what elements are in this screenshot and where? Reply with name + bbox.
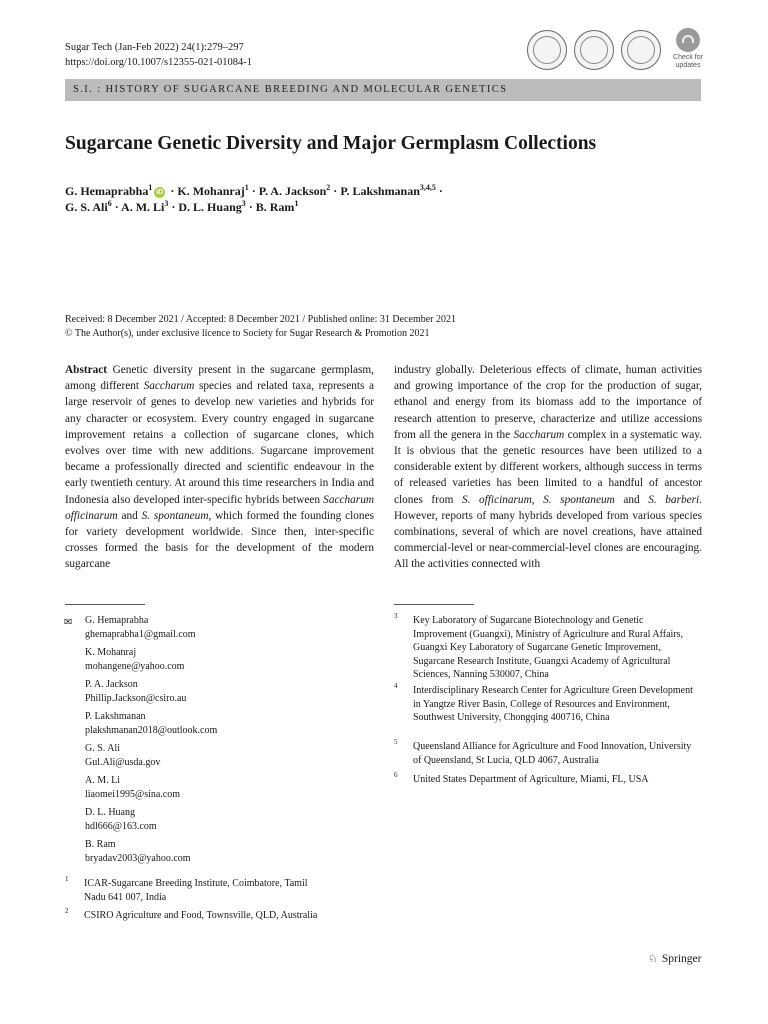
author-separator: · [435, 184, 443, 198]
author-name: A. M. Li [121, 200, 165, 214]
author-line-2 [65, 196, 298, 215]
abstract-italic: Saccharum [143, 380, 195, 393]
contact-entry [65, 774, 180, 801]
society-seal-icon [527, 30, 567, 70]
affiliation-text: Queensland Alliance for Agriculture and Food Innovation, University of Queensland, St Lucia, QLD 4067, Australia [413, 741, 692, 766]
affiliation-number: 1 [65, 875, 69, 883]
university-seal-icon [621, 30, 661, 70]
abstract-text: and [614, 493, 649, 506]
contact-entry [65, 806, 157, 833]
abstract-text: and [117, 509, 142, 522]
abstract-text: . However, reports of many hybrids developed from various species combinations, several of which are novel creations, have attained commercial-level or near-commercial-level clones are encouraging. All the activities connected with [394, 493, 702, 571]
author-affiliation-ref: 1 [244, 183, 249, 192]
abstract-text: Genetic diversity present in the sugarcane germplasm, among different [65, 364, 374, 393]
contact-email[interactable]: mohangene@yahoo.com [85, 660, 185, 672]
abstract-column-left [65, 362, 374, 573]
contact-email[interactable]: hdl666@163.com [85, 820, 157, 832]
check-for-updates-icon[interactable] [668, 28, 708, 72]
author-affiliation-ref: 6 [107, 199, 112, 208]
abstract-text: , [531, 493, 544, 506]
publication-dates [65, 313, 456, 341]
contact-name: G. Hemaprabha [85, 615, 149, 626]
author-affiliation-ref: 3 [241, 199, 246, 208]
contact-entry [65, 710, 217, 737]
contact-email[interactable]: plakshmanan2018@outlook.com [85, 724, 218, 736]
contact-name: P. A. Jackson [85, 679, 138, 690]
author-name: P. Lakshmanan [340, 184, 420, 198]
envelope-icon: ✉ [64, 617, 73, 628]
affiliation-entry [394, 684, 694, 725]
contact-name: A. M. Li [85, 775, 120, 786]
contact-email[interactable]: ghemaprabha1@gmail.com [85, 628, 196, 640]
author-name: B. Ram [255, 200, 295, 214]
abstract-italic: S. barberi [648, 493, 700, 506]
journal-info [65, 40, 252, 70]
check-updates-line2: updates [675, 62, 701, 69]
author-name: D. L. Huang [178, 200, 242, 214]
publisher-name: Springer [661, 952, 702, 965]
issct-seal-icon [574, 30, 614, 70]
author-affiliation-ref: 3,4,5 [419, 183, 436, 192]
author-name: G. S. Ali [65, 200, 108, 214]
contact-name: P. Lakshmanan [85, 711, 146, 722]
contact-entry [65, 614, 196, 641]
author-separator: · [330, 184, 341, 198]
abstract-text: industry globally. Deleterious effects of climate, human activities and growing importance of the crop for the production of sugar, ethanol and energy from its biomass add to the importance of research attention to preserve, characterize and utilize accessions from all the genera in the [394, 364, 702, 441]
footnote-rule [65, 604, 145, 605]
author-name: K. Mohanraj [177, 184, 245, 198]
author-separator: · [167, 184, 178, 198]
affiliation-number: 4 [394, 682, 398, 690]
abstract-italic: Saccharum [513, 428, 565, 441]
copyright-line: © The Author(s), under exclusive licence to Society for Sugar Research & Promotion 2021 [65, 328, 430, 339]
doi-link[interactable]: https://doi.org/10.1007/s12355-021-01084-1 [65, 57, 253, 68]
springer-horse-icon: ♘ [648, 952, 658, 965]
abstract-column-right [394, 362, 702, 573]
history-dates: Received: 8 December 2021 / Accepted: 8 December 2021 / Published online: 31 December 2021 [65, 314, 456, 325]
contact-email[interactable]: liaomei1995@sina.com [85, 788, 181, 800]
abstract-text: complex in a systematic way. It is obvious that the genetic resources have been utilized to a considerable extent by different workers, although success in terms of released varieties has been limited to a handful of ancestor clones from [394, 428, 703, 506]
header-logos [527, 28, 708, 72]
abstract-heading: Abstract [65, 364, 108, 376]
article-title: Sugarcane Genetic Diversity and Major Germplasm Collections [65, 133, 597, 154]
affiliation-text: Interdisciplinary Research Center for Agriculture Green Development in Yangtze River Basin, College of Resources and Environment, Southwest University, Chongqing 400716, China [413, 685, 693, 724]
affiliation-text: CSIRO Agriculture and Food, Townsville, QLD, Australia [84, 910, 318, 921]
author-separator: · [111, 200, 122, 214]
affiliation-text: ICAR-Sugarcane Breeding Institute, Coimbatore, Tamil Nadu 641 007, India [84, 878, 308, 903]
affiliation-entry [394, 614, 694, 682]
journal-citation: Sugar Tech (Jan-Feb 2022) 24(1):279–297 [65, 42, 244, 53]
author-affiliation-ref: 2 [326, 183, 331, 192]
contact-entry [65, 678, 186, 705]
author-separator: · [248, 184, 259, 198]
orcid-icon[interactable]: iD [156, 188, 164, 196]
affiliation-text: United States Department of Agriculture, Miami, FL, USA [413, 774, 649, 785]
affiliation-number: 5 [394, 738, 398, 746]
contact-entry [65, 838, 191, 865]
contact-name: K. Mohanraj [85, 647, 137, 658]
abstract-italic: S. spontaneum [141, 509, 209, 522]
affiliation-entry [394, 773, 694, 787]
author-separator: · [168, 200, 179, 214]
contact-email[interactable]: Phillip.Jackson@csiro.au [85, 692, 187, 704]
affiliation-text: Key Laboratory of Sugarcane Biotechnology and Genetic Improvement (Guangxi), Ministry of Agriculture and Rural Affairs, Guangxi Key Laboratory of Sugarcane Genetic Improvement, Sugarcane Research Institute, Guangxi Academy of Agricultural Sciences, Nanning 530007, China [413, 615, 684, 681]
affiliation-number: 6 [394, 771, 398, 779]
contact-email[interactable]: Gul.Ali@usda.gov [85, 756, 161, 768]
affiliation-entry [394, 740, 694, 767]
author-affiliation-ref: 1 [294, 199, 299, 208]
affiliation-number: 3 [394, 612, 398, 620]
contact-name: D. L. Huang [85, 807, 135, 818]
footnote-rule [394, 604, 474, 605]
author-affiliation-ref: 1 [148, 183, 153, 192]
affiliation-entry [65, 909, 365, 923]
affiliation-entry [65, 877, 325, 904]
author-name: P. A. Jackson [258, 184, 327, 198]
affiliation-number: 2 [65, 907, 69, 915]
author-name: G. Hemaprabha [65, 184, 149, 198]
publisher-logo [648, 952, 701, 965]
contact-name: B. Ram [85, 839, 116, 850]
abstract-italic: S. officinarum [461, 493, 532, 506]
special-issue-banner: S.I. : HISTORY OF SUGARCANE BREEDING AND MOLECULAR GENETICS [65, 79, 701, 101]
abstract-italic: S. spontaneum [543, 493, 615, 506]
abstract-text: , which formed the founding clones for variety development worldwide. Since then, inter-specific crosses formed the basis for the development of the modern sugarcane [65, 509, 374, 571]
contact-email[interactable]: bryadav2003@yahoo.com [85, 852, 191, 864]
check-updates-line1: Check for [673, 54, 703, 61]
contact-name: G. S. Ali [85, 743, 121, 754]
author-separator: · [245, 200, 256, 214]
abstract-italic: Saccharum officinarum [65, 493, 374, 522]
author-affiliation-ref: 3 [164, 199, 169, 208]
contact-entry [65, 646, 184, 673]
contact-entry [65, 742, 160, 769]
abstract-text: species and related taxa, represents a large reservoir of genes to develop new varieties and hybrids for any character or ecosystem. Every country engaged in sugarcane improvement retains a collection of sugarcane clones, which evolves over time with new additions. Sugarcane improvement became a professionally directed and scientific endeavour in the early twentieth century. At around this time researchers in India and Indonesia also developed inter-specific hybrids between [65, 380, 374, 506]
